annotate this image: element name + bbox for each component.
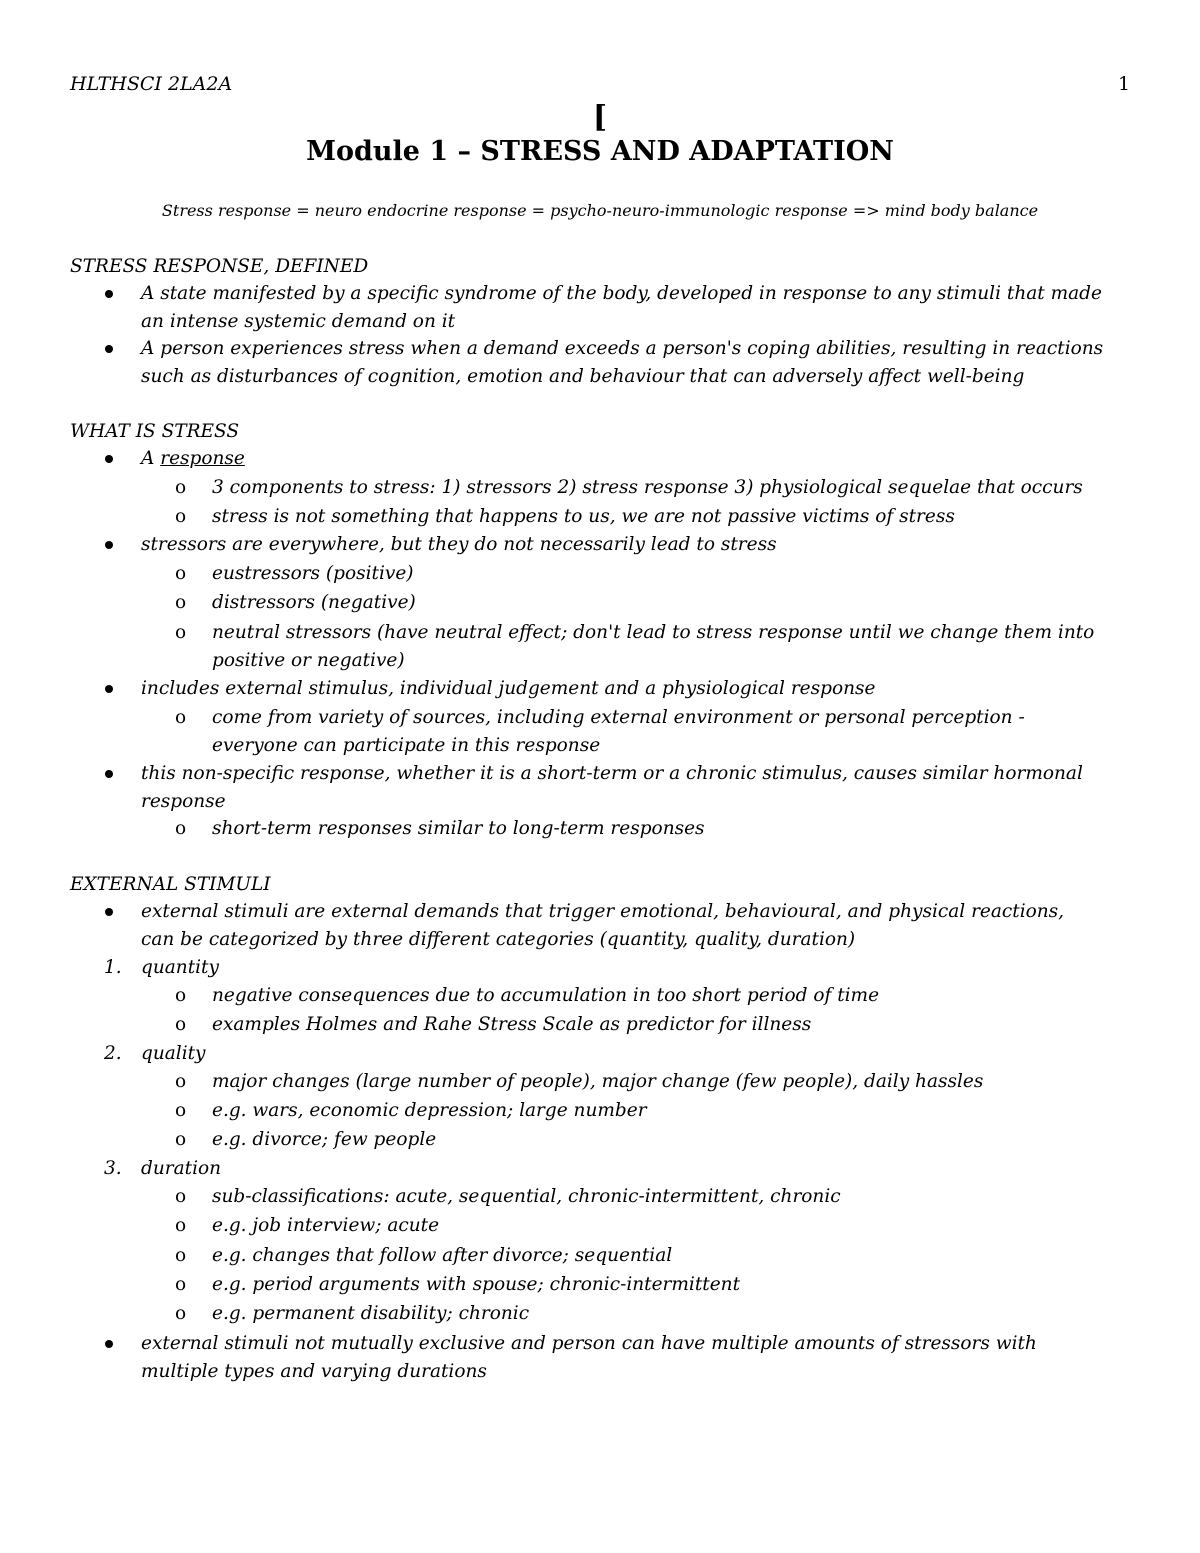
sub-list-item-text: eustressors (positive) — [212, 563, 414, 584]
sub-list-item-text: distressors (negative) — [212, 592, 416, 613]
sub-bullet-icon: o — [175, 1274, 187, 1295]
list-number: 2. — [104, 1043, 122, 1064]
sub-list-item-text: neutral stressors (have neutral effect; don't lead to stress response until we change them into — [212, 622, 1095, 643]
bullet-icon — [105, 455, 113, 463]
list-item-text: such as disturbances of cognition, emotion and behaviour that can adversely affect well-being — [141, 366, 1025, 387]
bullet-icon — [105, 685, 113, 693]
list-item-text: multiple types and varying durations — [141, 1361, 487, 1382]
sub-bullet-icon: o — [175, 1215, 187, 1236]
underlined-word: response — [160, 448, 245, 469]
sub-list-item-text: negative consequences due to accumulation in too short period of time — [212, 985, 880, 1006]
sub-bullet-icon: o — [175, 1129, 187, 1150]
sub-bullet-icon: o — [175, 1245, 187, 1266]
bullet-icon — [105, 770, 113, 778]
sub-list-item-text: 3 components to stress: 1) stressors 2) stress response 3) physiological sequelae that occurs — [212, 477, 1083, 498]
sub-bullet-icon: o — [175, 1071, 187, 1092]
list-number: 1. — [104, 957, 122, 978]
sub-bullet-icon: o — [175, 707, 187, 728]
list-item-text: an intense systemic demand on it — [141, 311, 456, 332]
sub-bullet-icon: o — [175, 818, 187, 839]
list-item-text: quantity — [141, 957, 219, 978]
sub-list-item-text: come from variety of sources, including external environment or personal perception - — [212, 707, 1025, 728]
list-item-text: duration — [141, 1158, 222, 1179]
sub-bullet-icon: o — [175, 1100, 187, 1121]
list-item-text: includes external stimulus, individual judgement and a physiological response — [141, 678, 876, 699]
sub-bullet-icon: o — [175, 985, 187, 1006]
bullet-icon — [105, 290, 113, 298]
sub-list-item-text: e.g. job interview; acute — [212, 1215, 440, 1236]
list-item-text: response — [141, 791, 226, 812]
sub-list-item-text: e.g. changes that follow after divorce; sequential — [212, 1245, 673, 1266]
list-item-text: external stimuli are external demands that trigger emotional, behavioural, and physical reactions, — [141, 901, 1065, 922]
sub-bullet-icon: o — [175, 592, 187, 613]
document-title: Module 1 – STRESS AND ADAPTATION — [306, 136, 894, 167]
sub-list-item-text: e.g. divorce; few people — [212, 1129, 437, 1150]
list-item-text: stressors are everywhere, but they do not necessarily lead to stress — [141, 534, 777, 555]
sub-list-item-text: major changes (large number of people), major change (few people), daily hassles — [212, 1071, 984, 1092]
sub-bullet-icon: o — [175, 1014, 187, 1035]
bullet-icon — [105, 541, 113, 549]
sub-bullet-icon: o — [175, 563, 187, 584]
sub-bullet-icon: o — [175, 622, 187, 643]
document-subtitle: Stress response = neuro endocrine response = psycho-neuro-immunologic response => mind body balance — [161, 201, 1039, 220]
section-heading: EXTERNAL STIMULI — [70, 874, 271, 895]
sub-list-item-text: e.g. permanent disability; chronic — [212, 1303, 530, 1324]
bullet-icon — [105, 908, 113, 916]
list-item-text: this non-specific response, whether it is a short-term or a chronic stimulus, causes similar hormonal — [141, 763, 1083, 784]
list-number: 3. — [104, 1158, 122, 1179]
sub-bullet-icon: o — [175, 506, 187, 527]
sub-list-item-text: examples Holmes and Rahe Stress Scale as predictor for illness — [212, 1014, 812, 1035]
bullet-icon — [105, 1340, 113, 1348]
sub-bullet-icon: o — [175, 477, 187, 498]
bullet-icon — [105, 345, 113, 353]
sub-list-item-text: short-term responses similar to long-term responses — [212, 818, 705, 839]
list-item-text: A person experiences stress when a demand exceeds a person's coping abilities, resulting in reactions — [141, 338, 1104, 359]
sub-list-item-text: everyone can participate in this response — [212, 735, 601, 756]
list-item-text: external stimuli not mutually exclusive and person can have multiple amounts of stressors with — [141, 1333, 1037, 1354]
sub-list-item-text: stress is not something that happens to us, we are not passive victims of stress — [212, 506, 955, 527]
running-header: HLTHSCI 2LA2A — [70, 73, 233, 95]
list-item-text: A state manifested by a specific syndrome of the body, developed in response to any stimuli that made — [141, 283, 1102, 304]
sub-bullet-icon: o — [175, 1303, 187, 1324]
sub-list-item-text: e.g. period arguments with spouse; chronic-intermittent — [212, 1274, 740, 1295]
sub-list-item-text: sub-classifications: acute, sequential, chronic-intermittent, chronic — [212, 1186, 841, 1207]
list-item-text: A response — [141, 448, 245, 469]
sub-list-item-text: e.g. wars, economic depression; large number — [212, 1100, 647, 1121]
section-heading: STRESS RESPONSE, DEFINED — [70, 256, 369, 277]
sub-list-item-text: positive or negative) — [212, 650, 405, 671]
section-heading: WHAT IS STRESS — [70, 421, 240, 442]
page-number: 1 — [1118, 73, 1131, 95]
bracket-mark: [ — [592, 100, 608, 135]
sub-bullet-icon: o — [175, 1186, 187, 1207]
list-item-text: can be categorized by three different categories (quantity, quality, duration) — [141, 929, 856, 950]
list-item-text: quality — [141, 1043, 206, 1064]
